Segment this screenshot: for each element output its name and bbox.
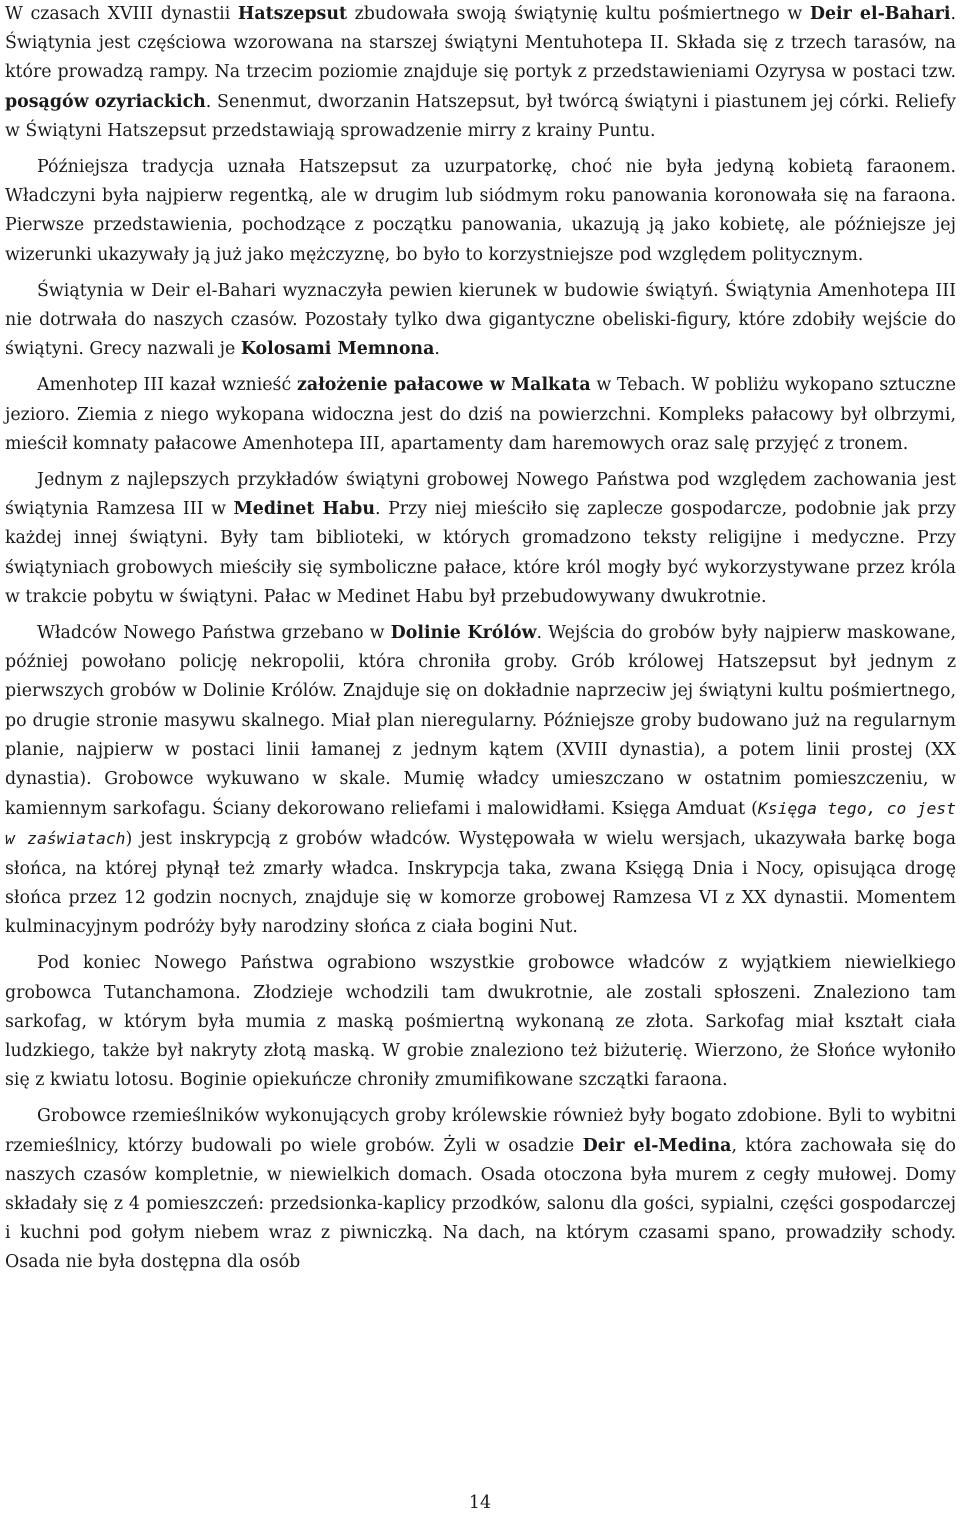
text-run: Jednym z najlepszych przykładów świątyni grobowej Nowego Państwa pod względem zachowania jest świątynia Ramzesa III w	[5, 470, 956, 520]
text-run: W czasach XVIII dynastii	[5, 4, 238, 24]
text-run: . Świątynia jest częściowa wzorowana na starszej świątyni Mentuhotepa II. Składa się z trzech tarasów, na które prowadzą rampy. Na trzecim poziomie znajduje się portyk z przedstawieniami Ozyrysa w postaci tzw.	[5, 4, 956, 83]
bold-term: Deir el-Bahari	[809, 4, 951, 24]
body-text	[5, 0, 956, 1285]
text-run: zbudowała swoją świątynię kultu pośmiertnego w	[347, 4, 810, 24]
text-run: Amenhotep III kazał wznieść	[37, 375, 297, 396]
paragraph	[5, 949, 956, 1095]
paragraph	[5, 0, 956, 146]
text-run: Pod koniec Nowego Państwa ograbiono wszystkie grobowce władców z wyjątkiem niewielkiego grobowca Tutanchamona. Złodzieje wchodzili tam dwukrotnie, ale zostali spłoszeni. Znaleziono tam sarkofag, w którym była mumia z maską pośmiertną wykonaną ze złota. Sarkofag miał kształt ciała ludzkiego, także był nakryty złotą maską. W grobie znaleziono też biżuterię. Wierzono, że Słońce wyłoniło się z kwiatu lotosu. Boginie opiekuńcze chroniły zmumifikowane szczątki faraona.	[5, 953, 956, 1091]
paragraph	[5, 466, 956, 612]
bold-term: Hatszepsut	[237, 4, 347, 24]
paragraph	[5, 371, 956, 459]
text-run: . Przy niej mieściło się zaplecze gospodarcze, podobnie jak przy każdej innej świątyni. Były tam biblioteki, w których gromadzono teksty religijne i medyczne. Przy świątyniach grobowych mieściły się symboliczne pałace, które król mogły być wykorzystywane przez króla w trakcie pobytu w świątyni. Pałac w Medinet Habu był przebudowywany dwukrotnie.	[5, 499, 956, 607]
text-run: . Wejścia do grobów były najpierw maskowane, później powołano policję nekropolii, która chroniła groby. Grób królowej Hatszepsut był jednym z pierwszych grobów w Dolinie Królów. Znajduje się on dokładnie naprzeciw jej świątyni kultu pośmiertnego, po drugie stronie masywu skalnego. Miał plan nieregularny. Późniejsze groby budowano już na regularnym planie, najpierw w postaci linii łamanej z jednym kątem (XVIII dynastia), a potem linii prostej (XX dynastia). Grobowce wykuwano w skale. Mumię władcy umieszczano w ostatnim pomieszczeniu, w kamiennym sarkofagu. Ściany dekorowano reliefami i malowidłami. Księga Amduat (	[5, 623, 956, 820]
text-run: . Senenmut, dworzanin Hatszepsut, był twórcą świątyni i piastunem jej córki. Reliefy w Świątyni Hatszepsut przedstawiają sprowadzenie mirry z krainy Puntu.	[5, 91, 956, 141]
text-run: Późniejsza tradycja uznała Hatszepsut za uzurpatorkę, choć nie była jedyną kobietą faraonem. Władczyni była najpierw regentką, ale w drugim lub siódmym roku panowania koronowała się na faraona. Pierwsze przedstawienia, pochodzące z początku panowania, ukazują ją jako kobietę, ale późniejsze jej wizerunki ukazywały ją już jako mężczyznę, bo było to korzystniejsze pod względem politycznym.	[5, 157, 956, 265]
paragraph	[5, 1102, 956, 1277]
text-run: .	[434, 339, 440, 360]
bold-term: Deir el-Medina	[582, 1135, 732, 1156]
bold-term: Medinet Habu	[233, 499, 375, 520]
text-run: ) jest inskrypcją z grobów władców. Występowała w wielu wersjach, ukazywała barkę boga słońca, na której płynął też zmarły władca. Inskrypcja taka, zwana Księgą Dnia i Nocy, opisująca drogę słońca przez 12 godzin nocnych, znajduje się w komorze grobowej Ramzesa VI z XX dynastii. Momentem kulminacyjnym podróży były narodziny słońca z ciała bogini Nut.	[5, 829, 956, 938]
bold-term: Kolosami Memnona	[240, 339, 435, 360]
text-run: w Tebach. W pobliżu wykopano sztuczne jezioro. Ziemia z niego wykopana widoczna jest do dziś na powierzchni. Kompleks pałacowy był olbrzymi, mieścił komnaty pałacowe Amenhotepa III, apartamenty dam haremowych oraz salę przyjęć z tronem.	[5, 375, 957, 454]
paragraph	[5, 619, 956, 942]
bold-term: posągów ozyriackich	[5, 91, 206, 112]
bold-term: Dolinie Królów	[390, 623, 537, 644]
text-run: Władców Nowego Państwa grzebano w	[37, 623, 391, 644]
text-run: Świątynia w Deir el-Bahari wyznaczyła pewien kierunek w budowie świątyń. Świątynia Amenhotepa III nie dotrwała do naszych czasów. Pozostały tylko dwa gigantyczne obeliski-figury, które zdobiły wejście do świątyni. Grecy nazwali je	[5, 280, 956, 360]
text-run: Grobowce rzemieślników wykonujących groby królewskie również były bogato zdobione. Byli to wybitni rzemieślnicy, którzy budowali po wiele grobów. Żyli w osadzie	[5, 1106, 956, 1156]
italic-title: Księga tego, co jest w zaświatach	[5, 799, 956, 849]
paragraph	[5, 277, 956, 365]
text-run: , która zachowała się do naszych czasów kompletnie, w niewielkich domach. Osada otoczona była murem z cegły mułowej. Domy składały się z 4 pomieszczeń: przedsionka-kaplicy przodków, salonu dla gości, sypialni, części gospodarczej i kuchni pod gołym niebem wraz z piwniczką. Na dach, na którym czasami spano, prowadziły schody. Osada nie była dostępna dla osób	[5, 1135, 957, 1273]
bold-term: założenie pałacowe w Malkata	[296, 375, 591, 396]
page-number: 14	[468, 1493, 492, 1513]
paragraph	[5, 153, 956, 270]
